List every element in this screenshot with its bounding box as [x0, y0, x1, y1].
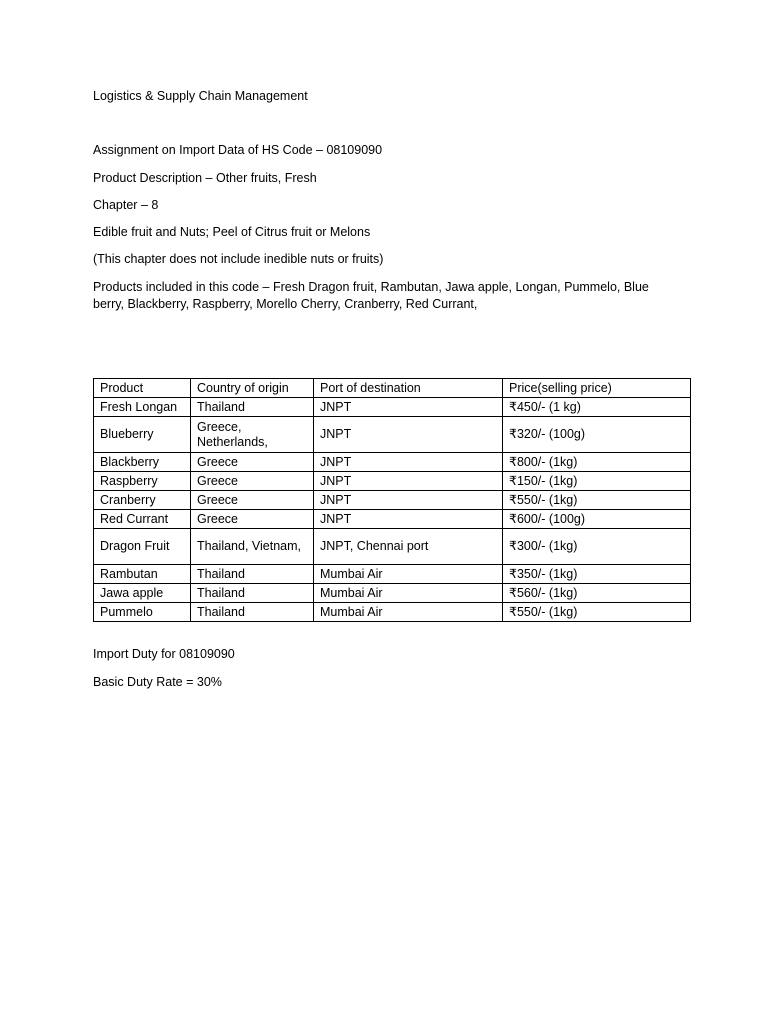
cell-product: Blueberry	[94, 417, 191, 453]
cell-product: Pummelo	[94, 603, 191, 622]
table-row	[94, 584, 691, 603]
import-data-table	[93, 378, 691, 622]
course-title: Logistics & Supply Chain Management	[93, 89, 308, 103]
cell-port: JNPT, Chennai port	[314, 529, 503, 565]
cell-country: Greece, Netherlands,	[191, 417, 314, 453]
cell-port: JNPT	[314, 491, 503, 510]
cell-country: Thailand	[191, 565, 314, 584]
chapter-name: Edible fruit and Nuts; Peel of Citrus fruit or Melons	[93, 225, 371, 239]
cell-country: Greece	[191, 472, 314, 491]
cell-price: ₹550/- (1kg)	[503, 491, 691, 510]
cell-product: Rambutan	[94, 565, 191, 584]
cell-port: JNPT	[314, 398, 503, 417]
basic-duty-rate: Basic Duty Rate = 30%	[93, 675, 222, 689]
chapter-note: (This chapter does not include inedible nuts or fruits)	[93, 252, 384, 266]
table-row	[94, 565, 691, 584]
cell-product: Blackberry	[94, 453, 191, 472]
cell-product: Red Currant	[94, 510, 191, 529]
cell-price: ₹150/- (1kg)	[503, 472, 691, 491]
cell-price: ₹800/- (1kg)	[503, 453, 691, 472]
cell-country: Thailand	[191, 603, 314, 622]
cell-price: ₹320/- (100g)	[503, 417, 691, 453]
header-price: Price(selling price)	[503, 379, 691, 398]
header-country: Country of origin	[191, 379, 314, 398]
cell-country: Greece	[191, 453, 314, 472]
assignment-title: Assignment on Import Data of HS Code – 08109090	[93, 143, 383, 157]
cell-product: Dragon Fruit	[94, 529, 191, 565]
table-row	[94, 472, 691, 491]
cell-product: Raspberry	[94, 472, 191, 491]
cell-price: ₹560/- (1kg)	[503, 584, 691, 603]
table-row	[94, 417, 691, 453]
import-duty-heading: Import Duty for 08109090	[93, 647, 235, 661]
cell-port: JNPT	[314, 472, 503, 491]
chapter-number: Chapter – 8	[93, 198, 159, 212]
cell-price: ₹450/- (1 kg)	[503, 398, 691, 417]
header-product: Product	[94, 379, 191, 398]
products-included: Products included in this code – Fresh Dragon fruit, Rambutan, Jawa apple, Longan, Pummelo, Blue berry, Blackberry, Raspberry, Morello Cherry, Cranberry, Red Currant,	[93, 280, 649, 311]
cell-country: Thailand	[191, 398, 314, 417]
table-row	[94, 491, 691, 510]
header-port: Port of destination	[314, 379, 503, 398]
cell-price: ₹600/- (100g)	[503, 510, 691, 529]
table-row	[94, 510, 691, 529]
table-header-row	[94, 379, 691, 398]
cell-product: Jawa apple	[94, 584, 191, 603]
product-description: Product Description – Other fruits, Fresh	[93, 171, 317, 185]
cell-price: ₹300/- (1kg)	[503, 529, 691, 565]
cell-price: ₹550/- (1kg)	[503, 603, 691, 622]
cell-price: ₹350/- (1kg)	[503, 565, 691, 584]
table-row	[94, 453, 691, 472]
table-row	[94, 603, 691, 622]
cell-port: Mumbai Air	[314, 565, 503, 584]
cell-country: Greece	[191, 491, 314, 510]
cell-product: Fresh Longan	[94, 398, 191, 417]
table-row	[94, 529, 691, 565]
cell-country: Greece	[191, 510, 314, 529]
cell-country: Thailand, Vietnam,	[191, 529, 314, 565]
table-row	[94, 398, 691, 417]
cell-product: Cranberry	[94, 491, 191, 510]
cell-port: Mumbai Air	[314, 584, 503, 603]
cell-port: JNPT	[314, 417, 503, 453]
cell-port: Mumbai Air	[314, 603, 503, 622]
cell-port: JNPT	[314, 510, 503, 529]
cell-port: JNPT	[314, 453, 503, 472]
cell-country: Thailand	[191, 584, 314, 603]
